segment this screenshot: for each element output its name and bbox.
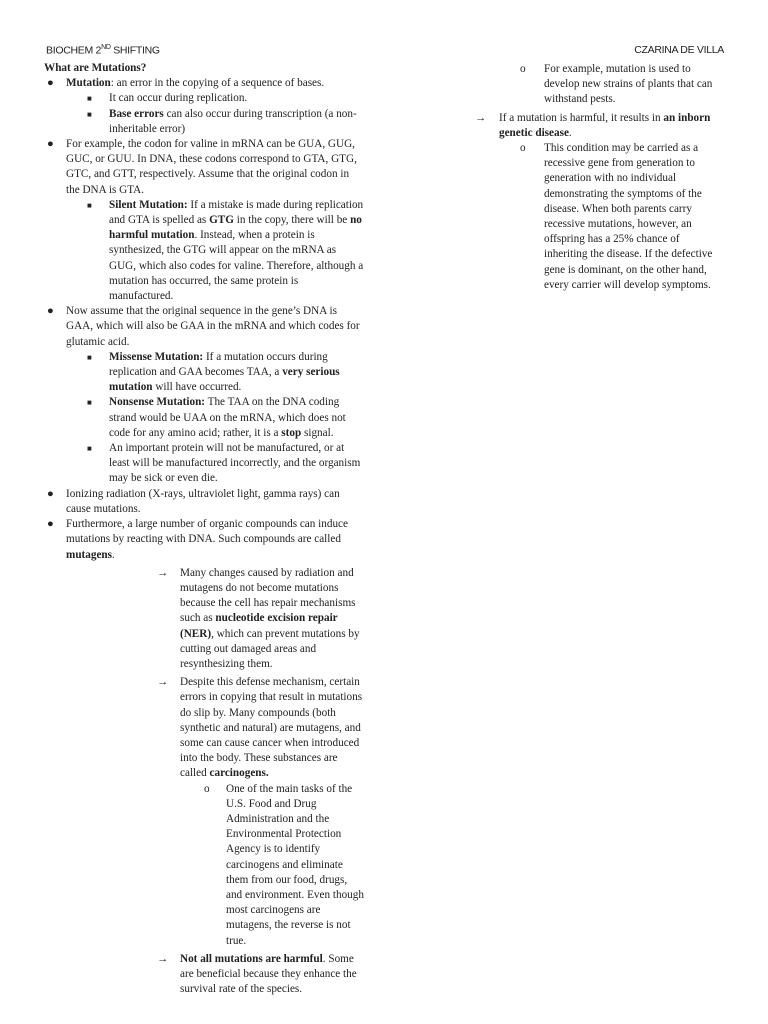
arrow-icon: → [157,952,169,965]
square-bullet-icon: ■ [87,109,92,119]
square-bullet-icon: ■ [87,200,92,210]
square-bullet-icon: ■ [87,398,92,408]
right-column [475,62,725,293]
bullet-gaa-example: ● Now assume that the original sequence in the gene’s DNA is GAA, which will also be GAA in the mRNA and which codes for glutamic acid. [44,304,364,350]
sub-missense-mutation: ■ Missense Mutation: If a mutation occurs during replication and GAA becomes TAA, a very serious mutation will have occurred. [87,350,340,394]
sub-important-protein: ■ An important protein will not be manufactured, or at least will be manufactured incorrectly, and the organism may be sick or even die. [87,442,361,485]
bullet-icon: ● [47,518,54,531]
bullet-valine-example: ● For example, the codon for valine in mRNA can be GUA, GUG, GUC, or GUU. In DNA, these codons correspond to GTA, GTG, GTC, and GTT, respectively. Assume that the original codon in the DNA is GTA. [44,137,364,198]
arrow-not-all-harmful: → Not all mutations are harmful. Some are beneficial because they enhance the survival rate of the species. [157,952,357,996]
circle-recessive-gene: o This condition may be carried as a recessive gene from generation to generation with no individual demonstrating the symptoms of the disease. When both parents carry recessive mutations, however, an offspring has a 25% chance of inheriting the disease. If the defective gene is dominant, on the other hand, every carrier will develop symptoms. [520,142,713,291]
course-sup: ND [101,44,111,51]
arrow-icon: → [157,676,169,689]
course-rest: SHIFTING [110,44,160,57]
circle-bullet-icon: o [520,63,526,75]
header-left [46,44,160,57]
sub-replication: ■ It can occur during replication. [87,91,364,106]
sub-base-errors: ■ Base errors can also occur during transcription (a non-inheritable error) [87,107,357,135]
bullet-icon: ● [47,77,54,90]
bullet-mutation: ● Mutation: an error in the copying of a sequence of bases. [44,76,364,91]
bullet-mutagens: ● Furthermore, a large number of organic compounds can induce mutations by reacting with DNA. Such compounds are called mutagens. [44,517,364,563]
arrow-carcinogens: → Despite this defense mechanism, certain errors in copying that result in mutations do slip by. Many compounds (both synthetic and natural) are mutagens, and some can cause cancer when introduced into the body. These substances are called carcinogens. [157,676,363,780]
author-name: CZARINA DE VILLA [634,44,724,56]
circle-fda-epa: o One of the main tasks of the U.S. Food and Drug Administration and the Environmental Protection Agency is to identify carcinogens and eliminate them from our food, drugs, and environment. Even though most carcinogens are mutagens, the reverse is not true. [204,782,364,947]
arrow-inborn-disease: → If a mutation is harmful, it results in an inborn genetic disease. [475,111,711,139]
sub-silent-mutation: ■ Silent Mutation: If a mistake is made during replication and GTA is spelled as GTG in the copy, there will be no harmful mutation. Instead, when a protein is synthesized, the GTG will appear on the mRNA as GUG, which also codes for valine. Therefore, although a mutation has occurred, the same protein is manufactured. [87,198,364,303]
left-column [44,61,364,997]
arrow-repair-mechanisms: → Many changes caused by radiation and mutagens do not become mutations because the cell has repair mechanisms such as nucleotide excision repair (NER), which can prevent mutations by cutting out damaged areas and resynthesizing them. [157,566,360,670]
bullet-icon: ● [47,487,54,500]
bullet-icon: ● [47,305,54,318]
square-bullet-icon: ■ [87,94,92,104]
course-label: BIOCHEM 2 [46,44,102,57]
bullet-ionizing-radiation: ● Ionizing radiation (X-rays, ultraviolet light, gamma rays) can cause mutations. [44,487,364,517]
circle-bullet-icon: o [204,782,210,795]
sub-nonsense-mutation: ■ Nonsense Mutation: The TAA on the DNA coding strand would be UAA on the mRNA, which does not code for any amino acid; rather, it is a stop signal. [87,396,346,439]
circle-bullet-icon: o [520,142,526,155]
arrow-icon: → [157,566,169,579]
square-bullet-icon: ■ [87,352,92,362]
arrow-icon: → [475,111,487,124]
square-bullet-icon: ■ [87,444,92,454]
section-title: What are Mutations? [44,62,147,74]
bullet-icon: ● [47,138,54,151]
circle-plant-strains: o For example, mutation is used to develop new strains of plants that can withstand pests. [520,63,713,106]
